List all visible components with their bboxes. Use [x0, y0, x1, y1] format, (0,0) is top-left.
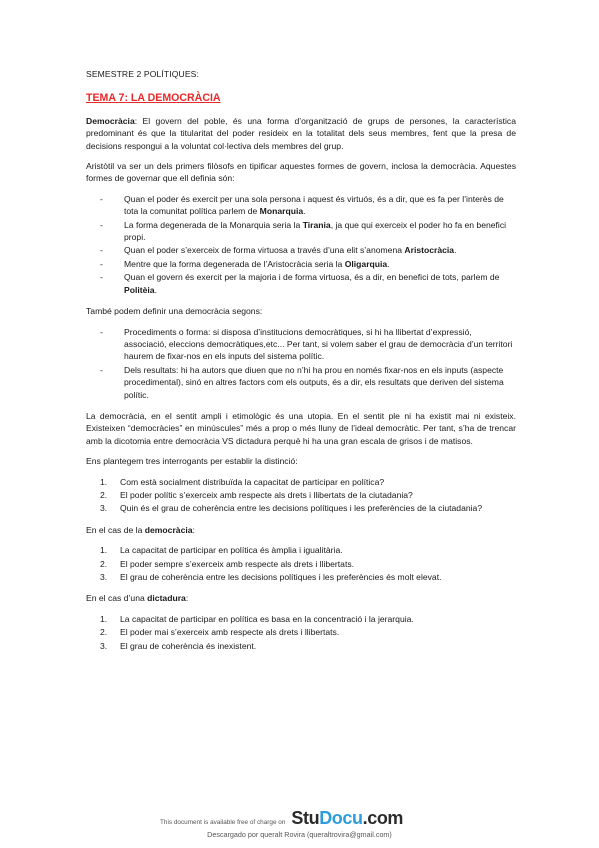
- list-item: 3. El grau de coherència entre les decisions polítiques i les preferències és molt elevat.: [100, 572, 442, 582]
- dash-bullet: -: [100, 245, 103, 256]
- list-item: 3. Quin és el grau de coherència entre les decisions polítiques i les preferències de la ciutadania?: [100, 503, 483, 514]
- list-item: 1. La capacitat de participar en política es basa en la concentració i la jerarquia.: [100, 613, 414, 624]
- list-item: - Quan el govern és exercit per la majoria i de forma virtuosa, és a dir, en benefici de tots, parlem de Politèia.: [100, 272, 500, 295]
- dash-bullet: -: [100, 326, 103, 337]
- aristotle-intro: Aristòtil va ser un dels primers filòsofs en tipificar aquestes formes de govern, inclosa la democràcia. Aquestes formes de governar que ell definia són:: [86, 161, 516, 184]
- dash-bullet: -: [100, 272, 103, 283]
- list-item: 2. El poder sempre s’exerceix amb respecte als drets i llibertats.: [100, 558, 355, 569]
- studocu-logo[interactable]: StuDocu.com: [291, 808, 404, 828]
- availability-text: This document is available free of charge on: [160, 819, 286, 826]
- list-item: - Quan el poder és exercit per una sola persona i aquest és virtuós, és a dir, que es fa per l’interès de tota la comunitat política parlem de Monarquia.: [100, 193, 504, 217]
- democracy-case-heading: En el cas de la democràcia:: [86, 524, 195, 535]
- list-item: 2. El poder polític s’exerceix amb respecte als drets i llibertats de la ciutadania?: [100, 489, 413, 500]
- list-item: - Mentre que la forma degenerada de l’Aristocràcia seria la Oligarquia.: [100, 258, 390, 269]
- semester-heading: SEMESTRE 2 POLÍTIQUES:: [86, 69, 199, 79]
- questions-intro: Ens plantegem tres interrogants per establir la distinció:: [86, 456, 298, 467]
- dash-bullet: -: [100, 364, 103, 375]
- list-item: 1. La capacitat de participar en política és àmplia i igualitària.: [100, 545, 343, 556]
- list-item: 2. El poder mai s’exerceix amb respecte als drets i llibertats.: [100, 627, 340, 638]
- dictatorship-case-heading: En el cas d’una dictadura:: [86, 593, 189, 604]
- list-item: - Dels resultats: hi ha autors que diuen que no n’hi ha prou en només fixar-nos en els inputs (aspecte procedimental), sinó en altres factors com els outputs, és a dir, els resultats que deriven del sistema polític.: [100, 364, 504, 400]
- definition-text: : El govern del poble, és una forma d’organització de grups de persones, la característica predominant és que la titularitat del poder resideix en la totalitat dels seus membres, fent que la presa de decisions respongui a la voluntat col·lectiva dels membres del grup.: [86, 115, 516, 151]
- utopia-paragraph: La democràcia, en el sentit ampli i etimològic és una utopia. En el sentit ple ni ha existit mai ni existeix. Existeixen “democràcies” en minúscules” més a prop o més lluny de l’ideal democràtic. Per tant, s’ha de trencar amb la dicotomia entre democràcia VS dictadura perquè hi ha una gran escala de grisos i de matisos.: [86, 410, 516, 446]
- page-title: TEMA 7: LA DEMOCRÀCIA: [86, 92, 221, 105]
- questions-list: [86, 476, 516, 515]
- list-item: - Procediments o forma: si disposa d’institucions democràtiques, si hi ha llibertat d’expressió, associació, eleccions democràtiques,etc... Per tant, si volem saber el grau de democràcia d’un territori haurem de fixar-nos en els inputs del sistema polític.: [100, 326, 513, 362]
- studocu-footer: [160, 808, 440, 829]
- list-item: 1. Com està socialment distribuïda la capacitat de participar en política?: [100, 476, 385, 487]
- dash-bullet: -: [100, 258, 103, 269]
- democracy-list: [86, 544, 516, 583]
- dash-bullet: -: [100, 219, 103, 230]
- dictatorship-list: [86, 613, 516, 652]
- aristotle-list: [86, 193, 516, 296]
- define-list: [86, 326, 516, 401]
- definition-term: Democràcia: [86, 115, 135, 126]
- democracy-definition: [86, 115, 516, 152]
- document-page: [86, 68, 516, 661]
- list-item: 3. El grau de coherència és inexistent.: [100, 640, 257, 651]
- download-attribution: Descargado por queralt Rovira (queraltrovira@gmail.com): [207, 830, 392, 839]
- define-intro: També podem definir una democràcia segons:: [86, 306, 263, 317]
- list-item: - Quan el poder s’exerceix de forma virtuosa a través d’una elit s’anomena Aristocràcia.: [100, 245, 457, 256]
- dash-bullet: -: [100, 193, 103, 204]
- list-item: - La forma degenerada de la Monarquia seria la Tirania, ja que qui exerceix el poder ho fa en benefici propi.: [100, 219, 507, 243]
